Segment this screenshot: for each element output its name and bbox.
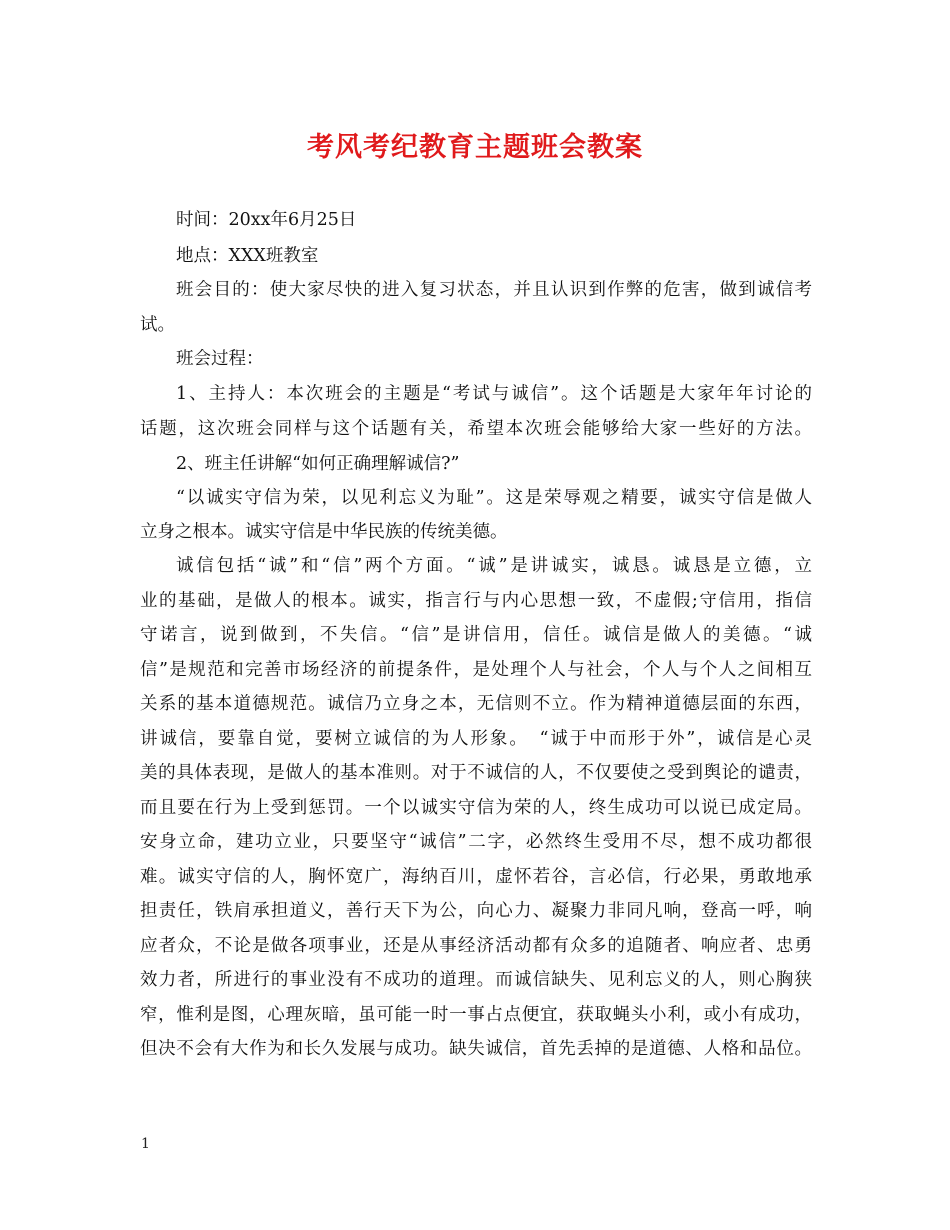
paragraph-line: 但决不会有大作为和长久发展与成功。缺失诚信，首先丢掉的是道德、人格和品位。 <box>140 1039 812 1059</box>
paragraph-line: 难。诚实守信的人，胸怀宽广，海纳百川，虚怀若谷，言必信，行必果，勇敢地承 <box>140 867 812 887</box>
text-line-purpose: 班会目的：使大家尽快的进入复习状态，并且认识到作弊的危害，做到诚信考 <box>176 280 812 300</box>
paragraph-line: 应者众，不论是做各项事业，还是从事经济活动都有众多的追随者、响应者、忠勇 <box>140 936 812 956</box>
text-line-quote-end: 立身之根本。诚实守信是中华民族的传统美德。 <box>140 522 508 542</box>
paragraph-line: 讲诚信，要靠自觉，要树立诚信的为人形象。 “诚于中而形于外”，诚信是心灵 <box>140 729 812 749</box>
paragraph-line: 效力者，所进行的事业没有不成功的道理。而诚信缺失、见利忘义的人，则心胸狭 <box>140 970 812 990</box>
text-line-location: 地点：XXX班教室 <box>176 246 319 266</box>
paragraph-line: 美的具体表现，是做人的基本准则。对于不诚信的人，不仅要使之受到舆论的谴责， <box>140 763 812 783</box>
text-line-host-end: 话题，这次班会同样与这个话题有关，希望本次班会能够给大家一些好的方法。 <box>140 419 812 439</box>
paragraph-line: 窄，惟利是图，心理灰暗，虽可能一时一事占点便宜，获取蝇头小利，或小有成功， <box>140 1005 812 1025</box>
paragraph-line: 信”是规范和完善市场经济的前提条件，是处理个人与社会，个人与个人之间相互 <box>140 660 812 680</box>
text-line-process-heading: 班会过程： <box>176 349 264 369</box>
page-number: 1 <box>141 1136 150 1152</box>
paragraph-line: 守诺言，说到做到，不失信。“信”是讲信用，信任。诚信是做人的美德。“诚 <box>140 625 812 645</box>
text-line-teacher: 2、班主任讲解“如何正确理解诚信?” <box>176 454 460 474</box>
paragraph-line: 安身立命，建功立业，只要坚守“诚信”二字，必然终生受用不尽，想不成功都很 <box>140 832 812 852</box>
paragraph-line: 诚信包括“诚”和“信”两个方面。“诚”是讲诚实，诚恳。诚恳是立德，立 <box>176 556 812 576</box>
paragraph-line: 关系的基本道德规范。诚信乃立身之本，无信则不立。作为精神道德层面的东西， <box>140 694 812 714</box>
text-line-host: 1、主持人：本次班会的主题是“考试与诚信”。这个话题是大家年年讨论的 <box>176 384 812 404</box>
text-line-purpose-end: 试。 <box>140 315 175 335</box>
text-line-quote: “以诚实守信为荣，以见利忘义为耻”。这是荣辱观之精要，诚实守信是做人 <box>176 488 812 508</box>
text-line-time: 时间：20xx年6月25日 <box>176 210 357 230</box>
paragraph-line: 业的基础，是做人的根本。诚实，指言行与内心思想一致，不虚假;守信用，指信 <box>140 591 812 611</box>
document-title: 考风考纪教育主题班会教案 <box>307 132 643 163</box>
paragraph-line: 而且要在行为上受到惩罚。一个以诚实守信为荣的人，终生成功可以说已成定局。 <box>140 798 812 818</box>
paragraph-line: 担责任，铁肩承担道义，善行天下为公，向心力、凝聚力非同凡响，登高一呼，响 <box>140 901 812 921</box>
